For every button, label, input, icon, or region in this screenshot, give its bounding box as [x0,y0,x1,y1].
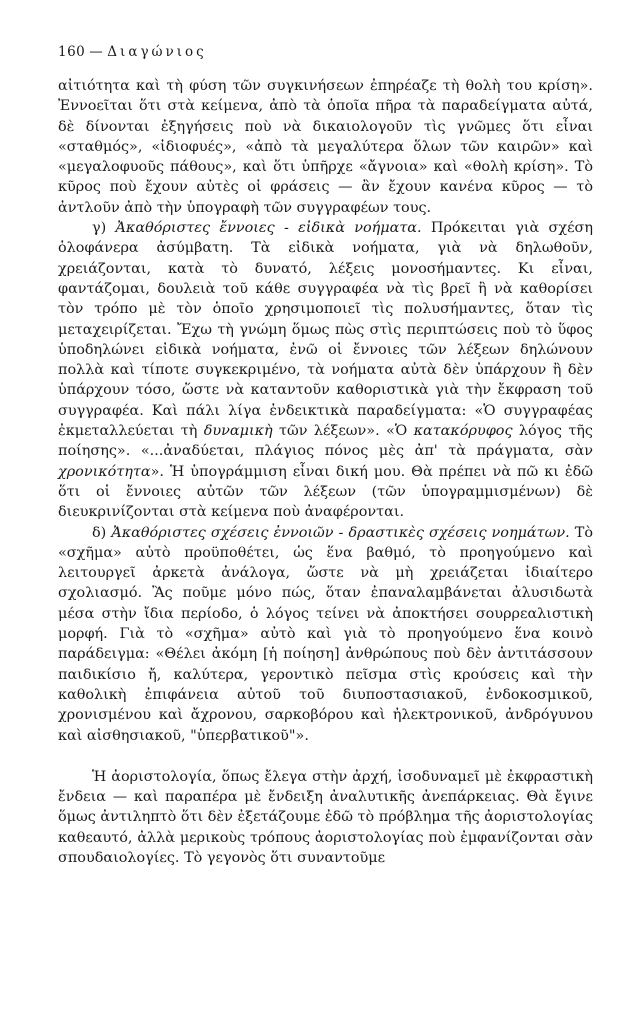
page-number: 160 [58,44,86,60]
paragraph-p2 [58,218,593,522]
text-run: Πρόκειται γιὰ σχέση ὁλοφάνερα ἀσύμβατη. Τὰ εἰδικὰ νοήματα, γιὰ νὰ δηλωθοῦν, χρειάζονται, κατὰ τὸ δυνατό, λέξεις μονοσήμαντες. Κι εἶναι, φαντάζομαι, δουλειὰ τοῦ κάθε συγγραφέα νὰ τὶς βρεῖ ἢ νὰ καθορίσει τὸν τρόπο μὲ τὸν ὁποῖο χρησιμοποιεῖ τὶς πολυσήμαντες, ὅταν τὶς μεταχειρίζεται. Ἔχω τὴ γνώμη ὅμως πὼς στὶς περιπτώσεις ποὺ τὸ ὕφος ὑποδηλώνει εἰδικὰ νοήματα, ἐνῶ οἱ ἔννοιες τῶν λέξεων δηλώνουν πολλὰ καὶ τίποτε συγκεκριμένο, τὰ νοήματα αὐτὰ δὲν ὑπάρχουν ἢ δὲν ὑπάρχουν τόσο, ὥστε νὰ καταντοῦν καθοριστικὰ γιὰ τὴν ἔκφραση τοῦ συγγραφέα. Καὶ πάλι λίγα ἐνδεικτικὰ παραδείγματα: «Ὁ συγγραφέας ἐκμεταλλεύεται τὴ [58,220,593,440]
paragraph-p3 [58,523,593,746]
italic-phrase: κατακόρυφος [413,423,513,440]
paragraph-gap [58,746,593,767]
journal-title: Διαγώνιος [107,44,207,60]
italic-phrase: χρονικότητα [58,463,151,480]
body-text [58,76,593,868]
text-run: λόγος τῆς ποίησης». «...ἀναδύεται, πλάγιος πόνος μὲς ἀπ' τὰ πράγματα, σὰν [58,423,593,460]
text-run: δ) [92,524,112,541]
text-run: αἰτιότητα καὶ τὴ φύση τῶν συγκινήσεων ἐπηρέαζε τὴ θολὴ του κρίση». Ἐννοεῖται ὅτι στὰ κείμενα, ἀπὸ τὰ ὁποῖα πῆρα τὰ παραδείγματα αὐτά, δὲ δίνονται ἐξηγήσεις ποὺ νὰ δικαιολογοῦν τὶς γνῶμες ὅτι εἶναι «σταθμός», «ἰδιοφυές», «ἀπὸ τὰ μεγαλύτερα ὅλων τῶν καιρῶν» καὶ «μεγαλοφυοῦς πάθους», καὶ ὅτι ὑπῆρχε «ἄγνοια» καὶ «θολὴ κρίση». Τὸ κῦρος ποὺ ἔχουν αὐτὲς οἱ φράσεις — ἂν ἔχουν κανένα κῦρος — τὸ ἀντλοῦν ἀπὸ τὴν ὑπογραφὴ τῶν συγγραφέων τους. [58,78,593,216]
text-run: τῶν λέξεων». «Ὁ [272,423,414,440]
paragraph-p1 [58,76,593,218]
header-separator: — [89,44,104,60]
text-run: Τὸ «σχῆμα» αὐτὸ προϋποθέτει, ὡς ἕνα βαθμό, τὸ προηγούμενο καὶ λειτουργεῖ ἀρκετὰ ἀνάλογα, ὥστε νὰ μὴ χρειάζεται ἰδιαίτερο σχολιασμό. Ἂς ποῦμε μόνο πώς, ὅταν ἐπαναλαμβάνεται ἀλυσιδωτὰ μέσα στὴν ἴδια περίοδο, ὁ λόγος τείνει νὰ ἀποκτήσει σουρρεαλιστικὴ μορφή. Γιὰ τὸ «σχῆμα» αὐτὸ καὶ γιὰ τὸ προηγούμενο ἕνα κοινὸ παράδειγμα: «Θέλει ἀκόμη [ἡ ποίηση] ἀνθρώπους ποὺ δὲν ἀντιτάσσουν παιδικίσιο ἤ, καλύτερα, γεροντικὸ πεῖσμα στὶς κρούσεις καὶ τὴν καθολικὴ ἐπιφάνεια αὐτοῦ τοῦ διυποστασιακοῦ, ἐνδοκοσμικοῦ, χρονισμένου καὶ ἄχρονου, σαρκοβόρου καὶ ἠλεκτρονικοῦ, ἀνδρόγυνου καὶ αἰσθησιακοῦ, "ὑπερβατικοῦ"». [58,524,593,744]
italic-phrase: Ἀκαθόριστες σχέσεις ἐννοιῶν - δραστικὲς σχέσεις νοημάτων. [111,524,570,541]
text-run: ». Ἡ ὑπογράμμιση εἶναι δική μου. Θὰ πρέπει νὰ πῶ κι ἐδῶ ὅτι οἱ ἔννοιες αὐτῶν τῶν λέξεων (τῶν ὑπογραμμισμένων) δὲ διευκρινίζονται στὰ κείμενα ποὺ ἀναφέρονται. [58,463,593,521]
text-run: γ) [92,220,116,237]
text-run: Ἡ ἀοριστολογία, ὅπως ἔλεγα στὴν ἀρχή, ἰσοδυναμεῖ μὲ ἐκφραστικὴ ἔνδεια — καὶ παραπέρα μὲ ἔνδειξη ἀναλυτικῆς ἀνεπάρκειας. Θὰ ἔγινε ὅμως ἀντιληπτὸ ὅτι δὲν ἐξετάζουμε ἐδῶ τὸ πρόβλημα τῆς ἀοριστολογίας καθεαυτό, ἀλλὰ μερικοὺς τρόπους ἀοριστολογίας ποὺ ἐμφανίζονται σὰν σπουδαιολογίες. Τὸ γεγονὸς ὅτι συναντοῦμε [58,768,593,866]
italic-phrase: δυναμικὴ [203,423,273,440]
running-head [58,44,593,60]
italic-phrase: Ἀκαθόριστες ἔννοιες - εἰδικὰ νοήματα. [115,220,422,237]
paragraph-p4 [58,767,593,868]
